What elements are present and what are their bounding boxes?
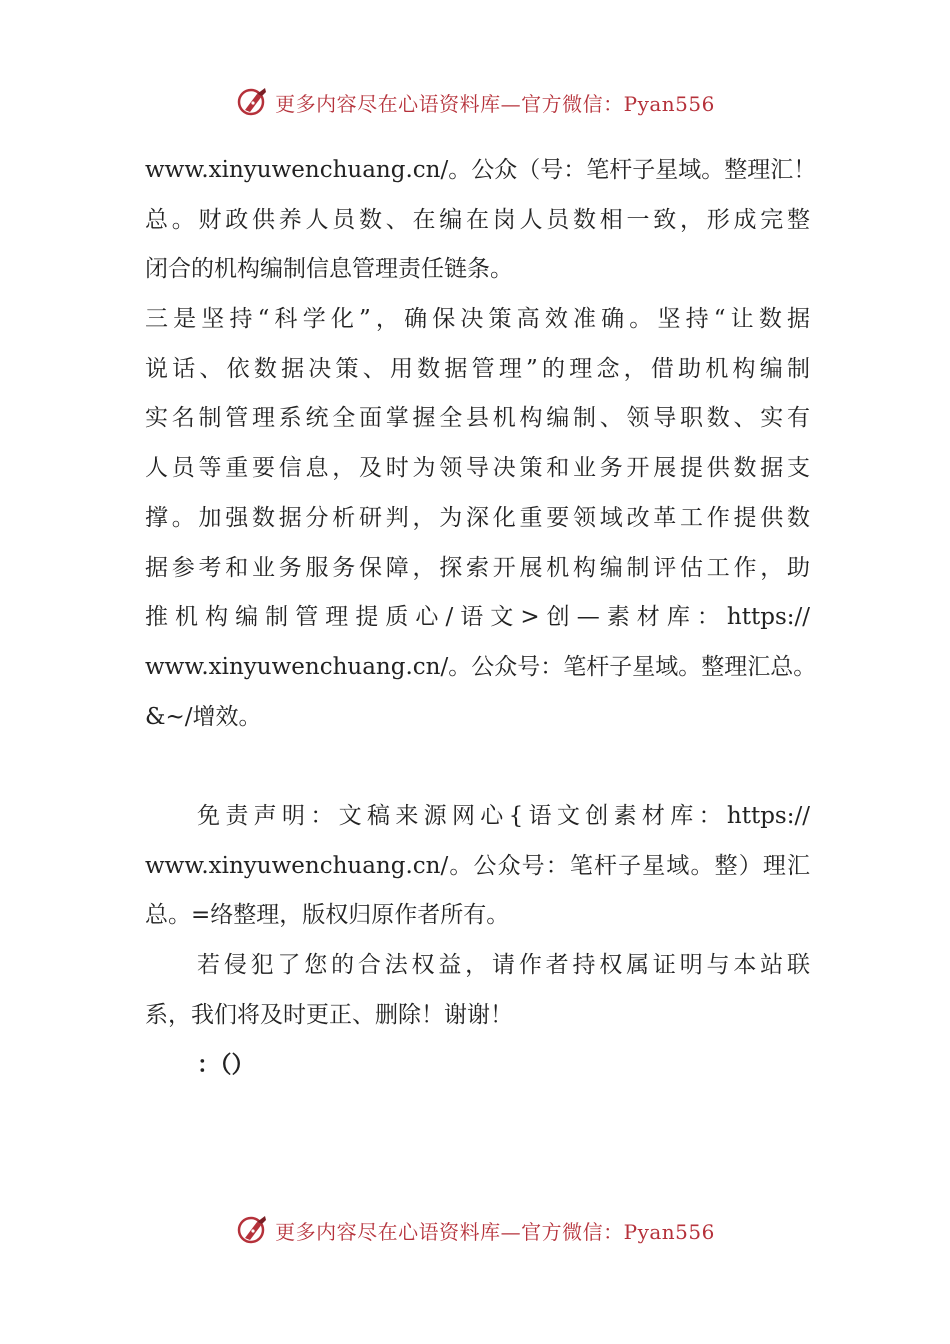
body-line: 说话、依数据决策、用数据管理”的理念，借助机构编制 — [145, 355, 810, 382]
pen-nib-seal-icon — [235, 84, 271, 120]
pen-nib-seal-icon — [235, 1212, 271, 1248]
disclaimer-line: 系，我们将及时更正、删除！谢谢！ — [145, 1001, 513, 1028]
body-line: 实名制管理系统全面掌握全县机构编制、领导职数、实有 — [145, 405, 810, 432]
body-line: 撑。加强数据分析研判，为深化重要领域改革工作提供数 — [145, 504, 810, 531]
body-line: 闭合的机构编制信息管理责任链条。 — [145, 256, 513, 283]
header-banner-text: 更多内容尽在心语资料库—官方微信：Pyan556 — [275, 91, 715, 116]
body-line: 推机构编制管理提质心/语文>创—素材库：https:// — [145, 604, 810, 631]
disclaimer-line: 若侵犯了您的合法权益，请作者持权属证明与本站联 — [197, 952, 810, 978]
header-banner — [0, 82, 950, 122]
disclaimer-line: www.xinyuwenchuang.cn/。公众号：笔杆子星域。整）理汇 — [145, 852, 810, 879]
footer-banner-text: 更多内容尽在心语资料库—官方微信：Pyan556 — [275, 1219, 715, 1244]
disclaimer-line: 免责声明：文稿来源网心{语文创素材库：https:// — [197, 802, 810, 829]
body-line: 据参考和业务服务保障，探索开展机构编制评估工作，助 — [145, 554, 810, 581]
body-line: 总。财政供养人员数、在编在岗人员数相一致，形成完整 — [145, 206, 810, 233]
paragraph-gap — [145, 742, 810, 792]
body-line: www.xinyuwenchuang.cn/。公众（号：笔杆子星域。整理汇！ — [145, 157, 817, 183]
disclaimer-line: ：（） — [197, 1051, 255, 1079]
footer-banner — [0, 1210, 950, 1250]
body-line: 三是坚持“科学化”，确保决策高效准确。坚持“让数据 — [145, 306, 810, 333]
body-line: www.xinyuwenchuang.cn/。公众号：笔杆子星域。整理汇总。 — [145, 653, 817, 680]
body-line: 人员等重要信息，及时为领导决策和业务开展提供数据支 — [145, 455, 810, 482]
body-line: &~/增效。 — [145, 703, 262, 730]
document-body — [145, 146, 817, 1090]
disclaimer-line: 总。=络整理，版权归原作者所有。 — [145, 902, 510, 929]
